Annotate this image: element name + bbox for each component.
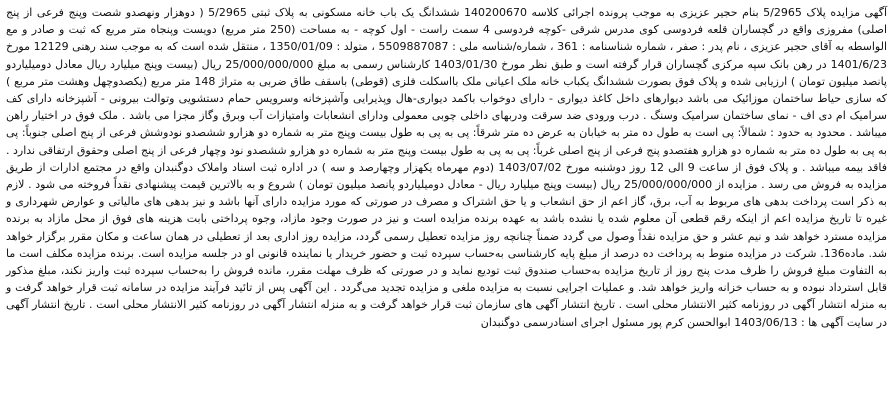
notice-paragraph: آگهی مزایده پلاک 5/2965 بنام حجیر عزیزی به موجب پرونده اجرائی کلاسه 140200670 ششدانگ یک باب خانه مسکونی به پلاک ثبتی 5/2965 ( دوهزار ونهصدو شصت وپنج فرعی از پنج اصلی) مفروزی واقع در گچساران قلعه فردوسی کوی مدرس شرقی -کوچه فردوسی 4 سمت راست - اول کوچه - به مساحت (250 متر مربع) دویست وپنجاه متر مربع که ثبت و صادر و مع الواسطه به آقای حجیر عزیزی ، نام پدر : صفر ، شماره شناسنامه : 361 ، شماره/شناسه ملی : 5509887087 ، متولد : 1350/01/09 ، منتقل شده است که به موجب سند رهنی 12129 مورخ 1401/6/23 در رهن بانک سپه مرکزی گچساران قرار گرفته است و طبق نظر مورخ 1403/01/30 کارشناس رسمی به مبلغ 25/000/000/000 ریال (بیست وپنج میلیارد ریال معادل دومیلیاردو پانصد میلیون تومان ) ارزیابی شده و پلاک فوق بصورت ششدانگ یکباب خانه ملک اعیانی ملک بااسکلت فلزی (قوطی) باسقف طاق ضربی به متراژ 148 متر مربع (یکصدوچهل وهشت متر مربع ) که سازی حیاط ساختمان موزائیک می باشد دیوارهای داخل کاغذ دیواری - دارای دوخواب باکمد دیواری-هال وپذیرایی وآشپزخانه وسرویس حمام دستشویی وتوالت بیرونی - آشپزخانه دارای کف سرامیک ام دی اف - نمای ساختمان سرامیک وسنگ . درب ورودی ضد سرقت ودربهای داخلی چوبی معمولی ودارای انشعابات وامتیازات آب وبرق وگاز مجزا می باشد . ملک فوق در اختیار راهن میباشد . محدود به حدود : شمالاً: پی است به طول ده متر به خیابان به عرض ده متر شرقاً: پی به پی به طول بیست وپنج متر به شماره دو هزارو ششصدو نودوشش فرعی از پنج اصلی جنوباً: پی به پی به طول ده متر به شماره دو هزارو هفتصدو پنج فرعی از پنج اصلی غرباً: پی به پی به طول بیست وپنج متر به شماره دو هزارو ششصدو نود وچهار فرعی از پنج اصلی وحقوق ارتفاقی ندارد . فاقد بیمه میباشد . و پلاک فوق از ساعت 9 الی 12 روز دوشنبه مورخ 1403/07/02 (دوم مهرماه یکهزار وچهارصد و سه ) در اداره ثبت اسناد واملاک دوگنبدان واقع در مجتمع ادارات از طریق مزایده به فروش می رسد . مزایده از 25/000/000/000 ریال (بیست وپنج میلیارد ریال - معادل دومیلیاردو پانصد میلیون تومان ) شروع و به بالاترین قیمت پیشنهادی نقداً فروخته می شود . لازم به ذکر است پرداخت بدهی های مربوط به آب، برق، گاز اعم از حق انشعاب و یا حق اشتراک و مصرف در صورتی که مورد مزایده دارای آنها باشد و نیز بدهی های مالیاتی و عوارض شهرداری و غیره تا تاریخ مزایده اعم از اینکه رقم قطعی آن معلوم شده یا نشده باشد به عهده برنده مزایده است و نیز در صورت وجود مازاد، وجوه پرداختی بابت هزینه های فوق از محل مازاد به برنده مزایده مسترد خواهد شد و نیم عشر و حق مزایده نقداً وصول می گردد ضمناً چنانچه روز مزایده تعطیل رسمی گردد، مزایده روز اداری بعد از تعطیلی در همان ساعت و مکان مقرر برگزار خواهد شد. ماده136. شرکت در مزایده منوط به پرداخت ده درصد از مبلغ پایه کارشناسی به‌حساب سپرده ثبت و حضور خریدار یا نماینده قانونی او در جلسه مزایده است. برنده مزایده مکلف است ما به التفاوت مبلغ فروش را ظرف مدت پنج روز از تاریخ مزایده به‌حساب صندوق ثبت تودیع نماید و در صورتی که ظرف مهلت مقرر، مانده فروش را به‌حساب سپرده ثبت واریز نکند، مبلغ مذکور قابل استرداد نبوده و به حساب خزانه واریز خواهد شد. و عملیات اجرایی نسبت به مزایده ملغی و مزایده تجدید می‌گردد . این آگهی پس از تائید فرآیند مزایده در سامانه ثبت قرار خواهد گرفت و به منزله انتشار آگهی در روزنامه کثیر الانتشار محلی است . تاریخ انتشار آگهی های سازمان ثبت قرار خواهد گرفت و به منزله انتشار آگهی در روزنامه کثیر الانتشار محلی است . تاریخ انتشار آگهی در سایت آگهی ها : 1403/06/13 ابوالحسن کرم پور مسئول اجرای اسنادرسمی دوگنبدان (6, 6, 888, 329)
